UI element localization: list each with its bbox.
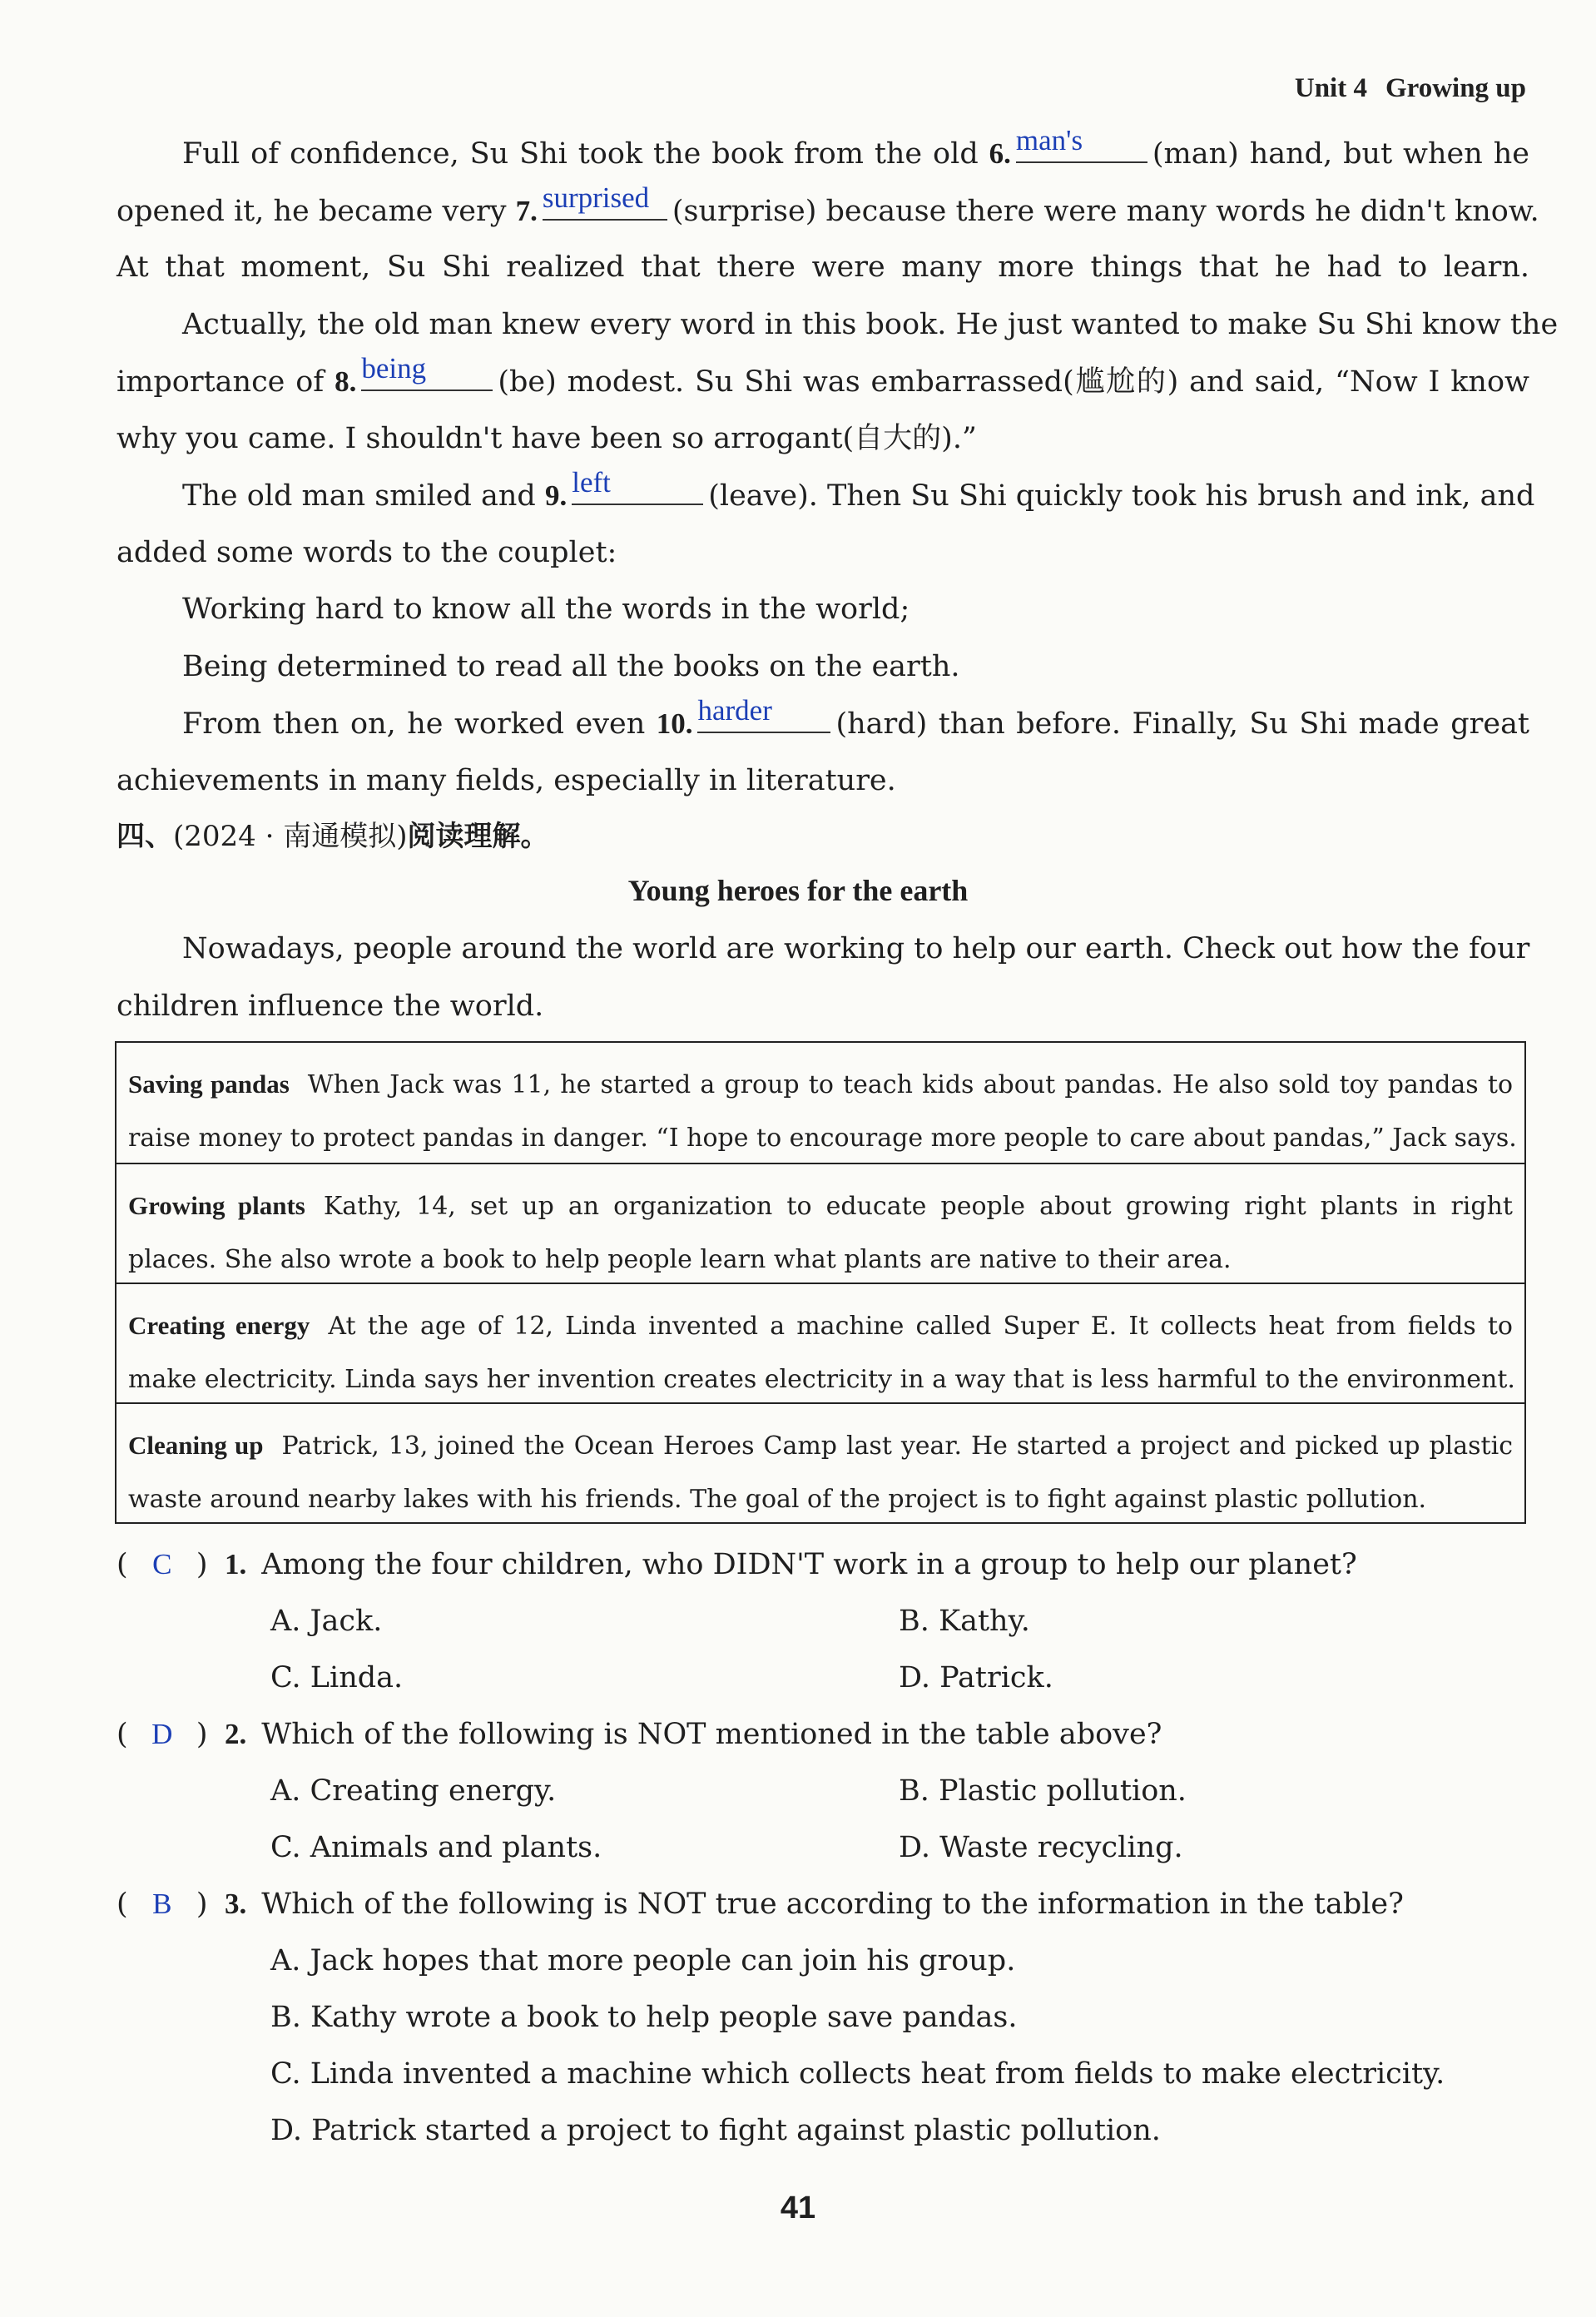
section-prefix: 四、 (116, 820, 173, 853)
row-text: At the age of 12, Linda invented a machine called Super E. It collects heat from fields to (328, 1312, 1513, 1341)
handwritten-answer: D (151, 1718, 173, 1750)
passage-intro-1: Nowadays, people around the world are working to help our earth. Check out how the four (182, 932, 1530, 965)
handwritten-answer: B (152, 1888, 172, 1920)
story-line-11 (182, 695, 1529, 752)
row-text: Patrick, 13, joined the Ocean Heroes Camp last year. He started a project and picked up plastic (281, 1431, 1513, 1461)
story-text: (man) hand, but when he (1152, 137, 1529, 171)
answer-parens: ( B ) (116, 1876, 225, 1932)
couplet-line-2: Being determined to read all the books on the earth. (182, 650, 960, 683)
option-d: D. Patrick. (899, 1661, 1053, 1694)
option-b: B. Kathy. (899, 1605, 1030, 1638)
heroes-table (115, 1041, 1526, 1524)
table-row-line: waste around nearby lakes with his friends. The goal of the project is to fight against plastic pollution. (128, 1485, 1427, 1514)
row-label: Saving pandas (128, 1069, 290, 1099)
story-text: importance of (116, 365, 335, 399)
story-line-5 (116, 353, 1529, 410)
story-line-4: Actually, the old man knew every word in this book. He just wanted to make Su Shi know the (182, 308, 1559, 341)
row-label: Growing plants (128, 1191, 305, 1220)
blank-number: 7. (515, 195, 538, 227)
table-row (116, 1283, 1524, 1402)
handwritten-answer: surprised (542, 181, 650, 214)
handwritten-answer: left (572, 466, 611, 499)
row-text: Kathy, 14, set up an organization to educate people about growing right plants in right (323, 1192, 1513, 1221)
section-title (116, 811, 548, 861)
story-text: The old man smiled and (182, 479, 545, 513)
blank-number: 9. (544, 479, 568, 512)
story-line-12: achievements in many fields, especially in literature. (116, 764, 896, 797)
option-b: B. Plastic pollution. (899, 1774, 1187, 1808)
option-c: C. Linda. (270, 1661, 404, 1694)
story-text: From then on, he worked even (182, 707, 657, 741)
unit-label: Unit 4 (1294, 73, 1367, 103)
table-row (116, 1163, 1524, 1283)
handwritten-answer: C (152, 1548, 172, 1580)
handwritten-answer: harder (697, 694, 772, 727)
unit-title: Growing up (1385, 73, 1526, 103)
option-a: A. Creating energy. (270, 1774, 557, 1808)
table-row (116, 1402, 1524, 1522)
answer-parens: ( D ) (116, 1706, 225, 1763)
blank-number: 10. (656, 707, 693, 740)
story-text: (surprise) because there were many words he didn't know. (672, 195, 1539, 228)
option-a: A. Jack. (270, 1605, 383, 1638)
question-text: Which of the following is NOT mentioned in the table above? (261, 1718, 1162, 1751)
couplet-line-1: Working hard to know all the words in the world; (182, 593, 910, 626)
blank-number: 8. (335, 365, 357, 398)
table-row-line (128, 1299, 1513, 1353)
table-row-line (128, 1058, 1513, 1112)
story-text: opened it, he became very (116, 195, 516, 228)
story-line-1 (182, 125, 1529, 182)
story-line-2 (116, 181, 1539, 240)
story-line-8: added some words to the couplet: (116, 536, 617, 569)
blank-number: 6. (989, 137, 1011, 170)
table-row-line: raise money to protect pandas in danger. “I hope to encourage more people to care about pandas,” Jack says. (128, 1124, 1517, 1153)
section-heading: 阅读理解。 (407, 820, 549, 853)
table-row-line (128, 1179, 1513, 1233)
story-line-6: why you came. I shouldn't have been so arrogant(自大的).” (116, 422, 977, 455)
option-b: B. Kathy wrote a book to help people save pandas. (270, 2001, 1018, 2034)
question-text: Among the four children, who DIDN'T work in a group to help our planet? (261, 1548, 1357, 1581)
story-text: Full of confidence, Su Shi took the book from the old (182, 137, 989, 171)
page-number: 41 (780, 2190, 816, 2225)
handwritten-answer: man's (1015, 124, 1083, 156)
question-1 (116, 1536, 1357, 1593)
table-row (116, 1043, 1524, 1163)
answer-blank-6 (1016, 125, 1147, 163)
passage-title: Young heroes for the earth (627, 874, 969, 907)
passage-intro-2: children influence the world. (116, 990, 544, 1023)
option-d: D. Patrick started a project to fight against plastic pollution. (270, 2114, 1161, 2147)
answer-parens: ( C ) (116, 1536, 225, 1593)
handwritten-answer: being (361, 352, 427, 385)
question-number: 1. (225, 1548, 247, 1580)
question-number: 3. (225, 1888, 247, 1920)
row-label: Cleaning up (128, 1431, 264, 1460)
story-line-7 (182, 466, 1535, 524)
story-text: (hard) than before. Finally, Su Shi made great (835, 707, 1529, 741)
table-row-line: make electricity. Linda says her invention creates electricity in a way that is less harmful to the environment. (128, 1365, 1515, 1394)
option-c: C. Linda invented a machine which collects heat from fields to make electricity. (270, 2057, 1445, 2091)
question-number: 2. (225, 1718, 247, 1750)
question-2 (116, 1706, 1162, 1763)
story-line-3: At that moment, Su Shi realized that there were many more things that he had to learn. (116, 251, 1529, 284)
section-source: (2024 · 南通模拟) (173, 820, 408, 853)
question-text: Which of the following is NOT true according to the information in the table? (261, 1888, 1404, 1921)
page-header (1295, 73, 1526, 104)
row-text: When Jack was 11, he started a group to teach kids about pandas. He also sold toy pandas to (307, 1070, 1513, 1099)
table-row-line: places. She also wrote a book to help people learn what plants are native to their area. (128, 1245, 1232, 1274)
table-row-line (128, 1419, 1513, 1473)
option-a: A. Jack hopes that more people can join his group. (270, 1944, 1016, 1977)
answer-blank-7 (543, 182, 667, 221)
option-d: D. Waste recycling. (899, 1831, 1183, 1864)
answer-blank-9 (572, 467, 703, 505)
option-c: C. Animals and plants. (270, 1831, 602, 1864)
question-3 (116, 1876, 1404, 1932)
answer-blank-8 (361, 353, 493, 391)
row-label: Creating energy (128, 1311, 310, 1340)
story-text: (be) modest. Su Shi was embarrassed(尴尬的) and said, “Now I know (498, 365, 1529, 399)
story-text: (leave). Then Su Shi quickly took his brush and ink, and (708, 479, 1535, 513)
answer-blank-10 (697, 695, 830, 733)
